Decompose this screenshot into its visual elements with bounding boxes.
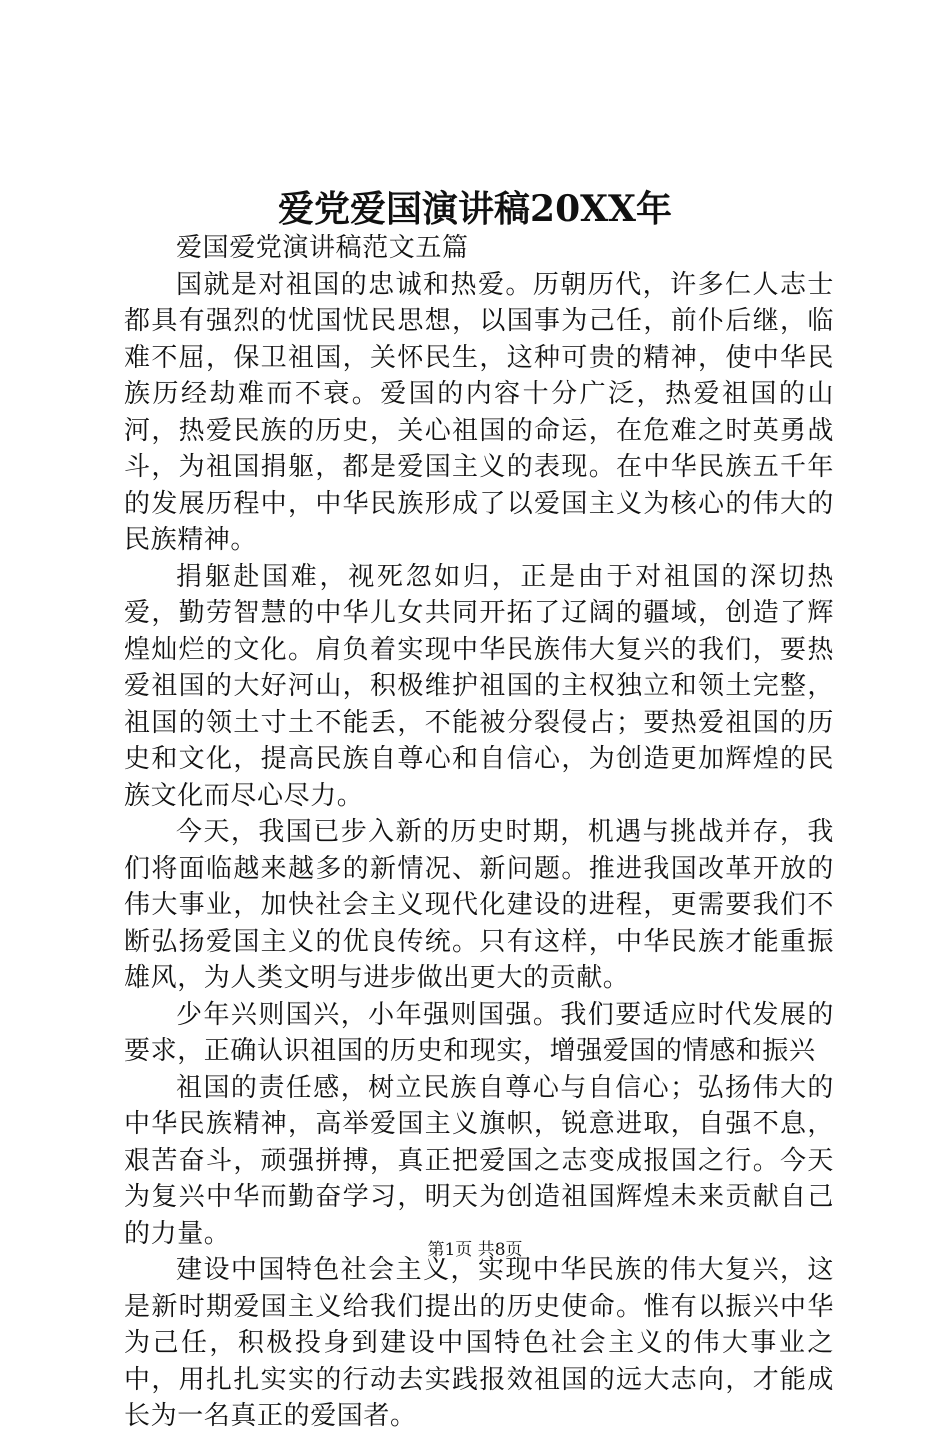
paragraph: 今天，我国已步入新的历史时期，机遇与挑战并存，我们将面临越来越多的新情况、新问题。推进我国改革开放的伟大事业，加快社会主义现代化建设的进程，更需要我们不断弘扬爱国主义的优良传统。只有这样，中华民族才能重振雄风，为人类文明与进步做出更大的贡献。: [124, 817, 834, 993]
paragraph: 建设中国特色社会主义，实现中华民族的伟大复兴，这是新时期爱国主义给我们提出的历史使命。惟有以振兴中华为己任，积极投身到建设中国特色社会主义的伟大事业之中，用扎扎实实的行动去实践报效祖国的远大志向，才能成长为一名真正的爱国者。: [124, 1255, 834, 1431]
paragraph: 国就是对祖国的忠诚和热爱。历朝历代，许多仁人志士都具有强烈的忧国忧民思想，以国事为己任，前仆后继，临难不屈，保卫祖国，关怀民生，这种可贵的精神，使中华民族历经劫难而不衰。爱国的内容十分广泛，热爱祖国的山河，热爱民族的历史，关心祖国的命运，在危难之时英勇战斗，为祖国捐躯，都是爱国主义的表现。在中华民族五千年的发展历程中，中华民族形成了以爱国主义为核心的伟大的民族精神。: [124, 269, 834, 555]
paragraph: 捐躯赴国难，视死忽如归，正是由于对祖国的深切热爱，勤劳智慧的中华儿女共同开拓了辽阔的疆域，创造了辉煌灿烂的文化。肩负着实现中华民族伟大复兴的我们，要热爱祖国的大好河山，积极维护祖国的主权独立和领土完整，祖国的领土寸土不能丢，不能被分裂侵占；要热爱祖国的历史和文化，提高民族自尊心和自信心，为创造更加辉煌的民族文化而尽心尽力。: [124, 561, 834, 811]
paragraph: 祖国的责任感，树立民族自尊心与自信心；弘扬伟大的中华民族精神，高举爱国主义旗帜，锐意进取，自强不息，艰苦奋斗，顽强拼搏，真正把爱国之志变成报国之行。今天为复兴中华而勤奋学习，明天为创造祖国辉煌未来贡献自己的力量。: [124, 1072, 834, 1249]
paragraph: 少年兴则国兴，小年强则国强。我们要适应时代发展的要求，正确认识祖国的历史和现实，增强爱国的情感和振兴: [124, 999, 834, 1066]
document-title: 爱党爱国演讲稿20XX年: [278, 188, 672, 230]
paragraph-subtitle: 爱国爱党演讲稿范文五篇: [176, 233, 469, 263]
page-number-footer: 第1页 共8页: [427, 1240, 523, 1260]
